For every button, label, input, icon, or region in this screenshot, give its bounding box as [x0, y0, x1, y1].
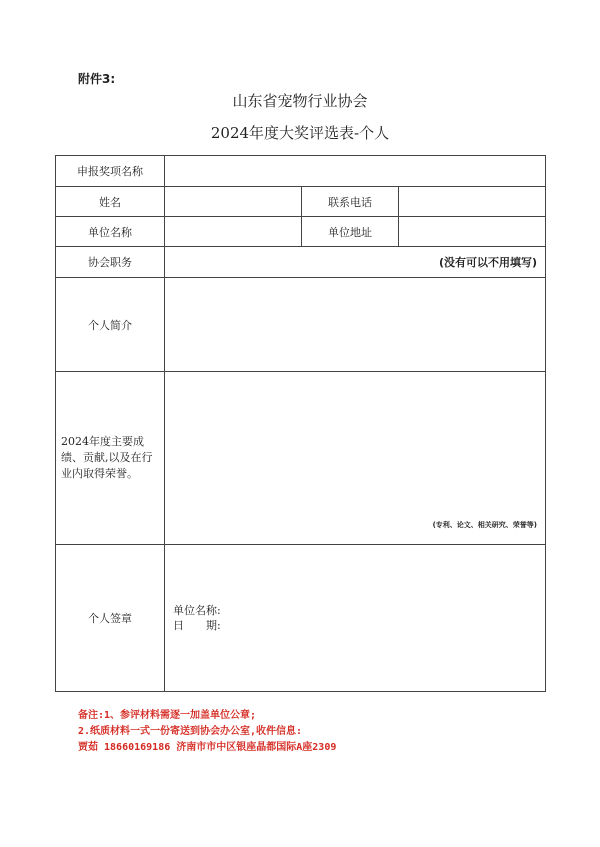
award-name-row — [56, 156, 546, 187]
award-name-label: 申报奖项名称 — [56, 156, 165, 187]
position-row — [56, 247, 546, 278]
document-title: 山东省宠物行业协会 — [232, 92, 368, 110]
org-address-label: 单位地址 — [302, 217, 399, 247]
name-label: 姓名 — [56, 187, 165, 217]
note-line-3: 贾茹 18660169186 济南市市中区银座晶都国际A座2309 — [78, 742, 337, 753]
position-label: 协会职务 — [56, 247, 165, 278]
application-form-table — [55, 155, 546, 692]
phone-field[interactable] — [399, 187, 546, 217]
signature-org-label: 单位名称: — [173, 604, 221, 617]
signature-label: 个人签章 — [56, 545, 165, 692]
signature-field[interactable] — [165, 545, 546, 692]
phone-label: 联系电话 — [302, 187, 399, 217]
org-address-field[interactable] — [399, 217, 546, 247]
note-line-2: 2.纸质材料一式一份寄送到协会办公室,收件信息: — [78, 726, 303, 737]
achievements-row — [56, 372, 546, 545]
profile-label: 个人简介 — [56, 278, 165, 372]
notes-block — [78, 708, 336, 756]
award-name-field[interactable] — [165, 156, 546, 187]
attachment-number: 附件3: — [78, 72, 116, 86]
profile-row — [56, 278, 546, 372]
achievements-label: 2024年度主要成绩、贡献,以及在行业内取得荣誉。 — [56, 372, 165, 545]
note-line-1: 备注:1、参评材料需逐一加盖单位公章; — [78, 710, 257, 721]
achievements-hint: (专利、论文、相关研究、荣誉等) — [432, 521, 538, 529]
org-row — [56, 217, 546, 247]
signature-date-label: 日 期: — [173, 619, 221, 632]
profile-field[interactable] — [165, 278, 546, 372]
name-phone-row — [56, 187, 546, 217]
position-hint: (没有可以不用填写) — [438, 256, 538, 269]
signature-row — [56, 545, 546, 692]
name-field[interactable] — [165, 187, 302, 217]
achievements-field[interactable] — [165, 372, 546, 545]
position-field[interactable] — [165, 247, 546, 278]
org-name-label: 单位名称 — [56, 217, 165, 247]
document-subtitle: 2024年度大奖评选表-个人 — [210, 124, 390, 142]
org-name-field[interactable] — [165, 217, 302, 247]
